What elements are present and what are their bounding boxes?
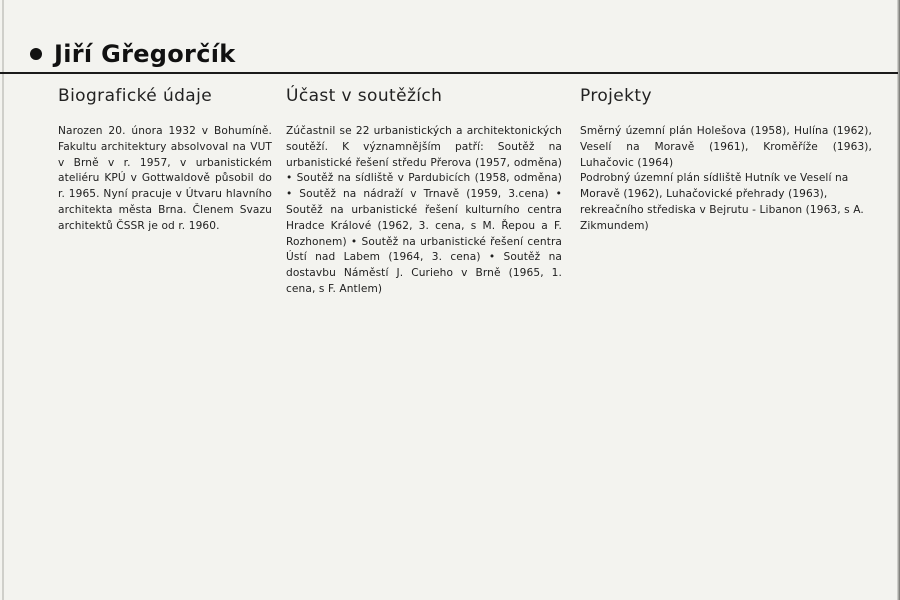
projects-column [580,86,872,235]
bullet-icon [30,48,42,60]
projects-heading: Projekty [580,86,652,106]
competitions-text: Zúčastnil se 22 urbanistických a architektonických soutěží. K významnějším patří: Soutěž na urbanistické řešení středu Přerova (1957, odměna) • Soutěž na sídliště v Pardubicích (1958, odměna) • Soutěž na nádraží v Trnavě (1959, 3.cena) • Soutěž na urbanistické řešení kulturního centra Hradce Králové (1962, 3. cena, s M. Řepou a F. Rozhonem) • Soutěž na urbanistické řešení centra Ústí nad Labem (1964, 3. cena) • Soutěž na dostavbu Náměstí J. Curieho v Brně (1965, 1. cena, s F. Antlem) [286,125,562,295]
competitions-column [286,86,562,298]
page-edge-left [2,0,4,600]
biography-text: Narozen 20. února 1932 v Bohumíně. Fakultu architektury absolvoval na VUT v Brně v r. 1957, v urbanistickém ateliéru KPÚ v Gottwaldově působil do r. 1965. Nyní pracuje v Útvaru hlavního architekta města Brna. Členem Svazu architektů ČSSR je od r. 1960. [58,125,272,232]
header-rule [0,72,898,74]
biography-column [58,86,272,235]
projects-paragraph-2: Podrobný územní plán sídliště Hutník ve Veselí na Moravě (1962), Luhačovické přehrady (1963), rekreačního střediska v Bejrutu - Libanon (1963, s A. Zikmundem) [580,172,864,232]
competitions-heading: Účast v soutěžích [286,86,443,106]
projects-paragraph-1: Směrný územní plán Holešova (1958), Hulína (1962), Veselí na Moravě (1961), Kroměříže (1963), Luhačovic (1964) [580,125,872,169]
biography-heading: Biografické údaje [58,86,213,106]
page-title: Jiří Gřegorčík [54,40,236,68]
title-row [30,40,236,68]
